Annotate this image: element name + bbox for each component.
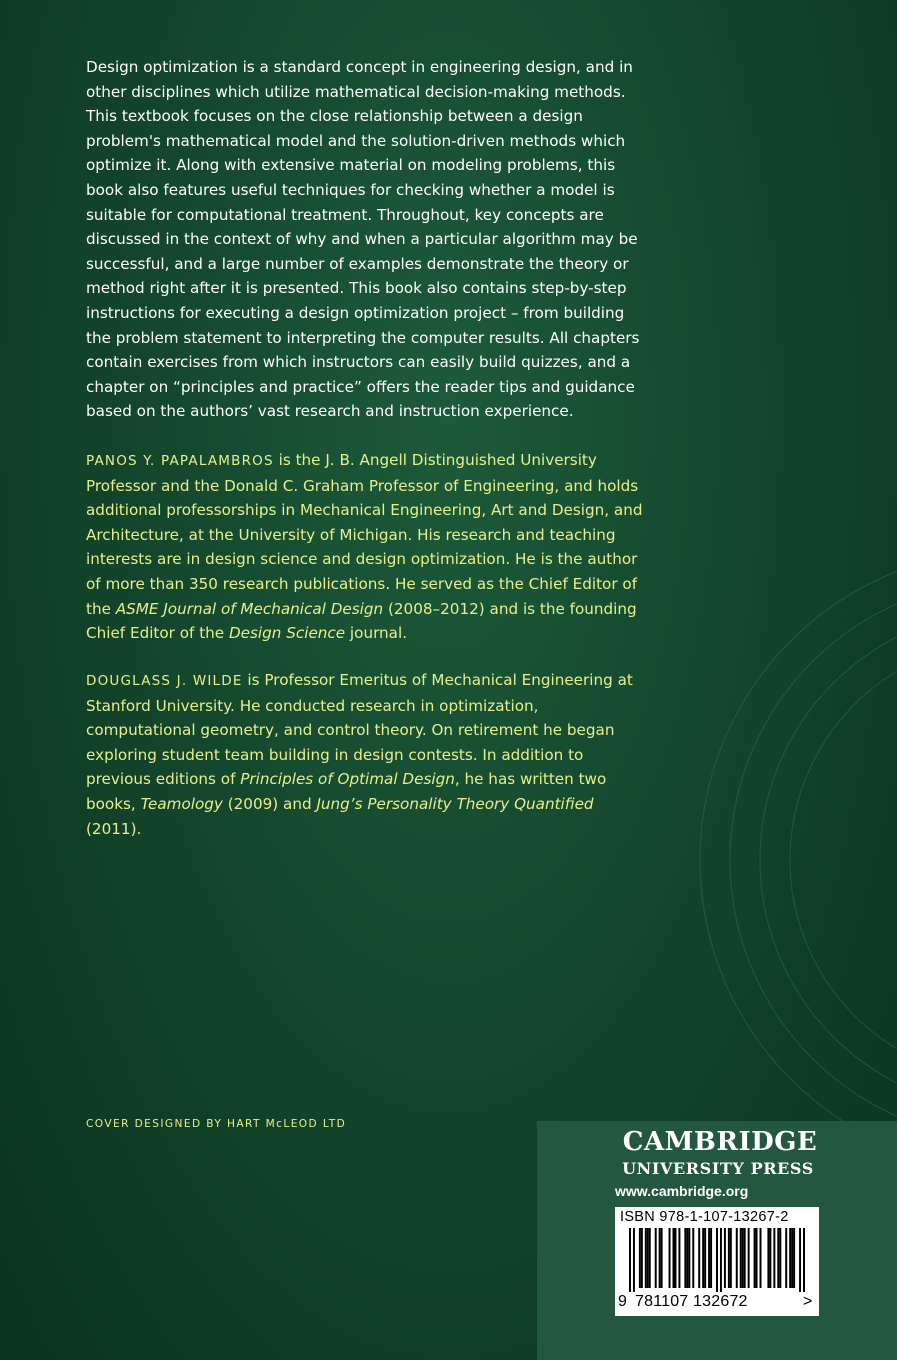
barcode-box bbox=[615, 1207, 819, 1316]
journal-title: ASME Journal of Mechanical Design bbox=[115, 599, 384, 618]
barcode-lead-digit: 9 bbox=[618, 1293, 627, 1310]
cover-credit: COVER DESIGNED BY HART McLEOD LTD bbox=[86, 1118, 347, 1130]
book-title: Principles of Optimal Design bbox=[240, 770, 455, 789]
bio-text: journal. bbox=[345, 624, 408, 643]
book-title: Teamology bbox=[140, 794, 223, 813]
barcode-digits: 781107 132672 bbox=[635, 1293, 748, 1310]
barcode-arrow: > bbox=[803, 1293, 813, 1310]
bio-text: (2008–2012) and is the founding Chief Editor of the bbox=[86, 599, 637, 643]
bio-text: (2011). bbox=[86, 819, 142, 838]
isbn-label: ISBN 978-1-107-13267-2 bbox=[620, 1209, 789, 1225]
author-name: PANOS Y. PAPALAMBROS bbox=[86, 453, 274, 469]
publisher-name: CAMBRIDGE bbox=[622, 1127, 818, 1157]
bio-text: , he has written two books, bbox=[86, 770, 607, 813]
publisher-subname: UNIVERSITY PRESS bbox=[622, 1159, 814, 1178]
publisher-panel bbox=[537, 1121, 897, 1360]
bio-text: is Professor Emeritus of Mechanical Engineering at Stanford University. He conducted research in optimization, computational geometry, and control theory. On retirement he began exploring student team building in design contests. In addition to previous editions of bbox=[86, 671, 633, 789]
journal-title: Design Science bbox=[228, 624, 346, 643]
author-name: DOUGLASS J. WILDE bbox=[86, 673, 243, 689]
author-bio-papalambros bbox=[86, 448, 646, 646]
author-bio-wilde bbox=[86, 668, 646, 841]
book-title: Jung’s Personality Theory Quantified bbox=[316, 794, 594, 813]
publisher-url[interactable]: www.cambridge.org bbox=[615, 1183, 749, 1199]
bio-text: is the J. B. Angell Distinguished University Professor and the Donald C. Graham Professor of Engineering, and holds additional professorships in Mechanical Engineering, Art and Design, and Architecture, at the University of Michigan. His research and teaching interests are in design science and design optimization. He is the author of more than 350 research publications. He served as the Chief Editor of the bbox=[86, 451, 643, 618]
bio-text: (2009) and bbox=[222, 794, 317, 813]
barcode-icon bbox=[629, 1228, 805, 1292]
book-description: Design optimization is a standard concept in engineering design, and in other disciplines which utilize mathematical decision-making methods. This textbook focuses on the close relationship between a design problem's mathematical model and the solution-driven methods which optimize it. Along with extensive material on modeling problems, this book also features useful techniques for checking whether a model is suitable for computational treatment. Throughout, key concepts are discussed in the context of why and when a particular algorithm may be successful, and a large number of examples demonstrate the theory or method right after it is presented. This book also contains step-by-step instructions for executing a design optimization project – from building the problem statement to interpreting the computer results. All chapters contain exercises from which instructors can easily build quizzes, and a chapter on “principles and practice” offers the reader tips and guidance based on the authors’ vast research and instruction experience. bbox=[86, 58, 640, 421]
